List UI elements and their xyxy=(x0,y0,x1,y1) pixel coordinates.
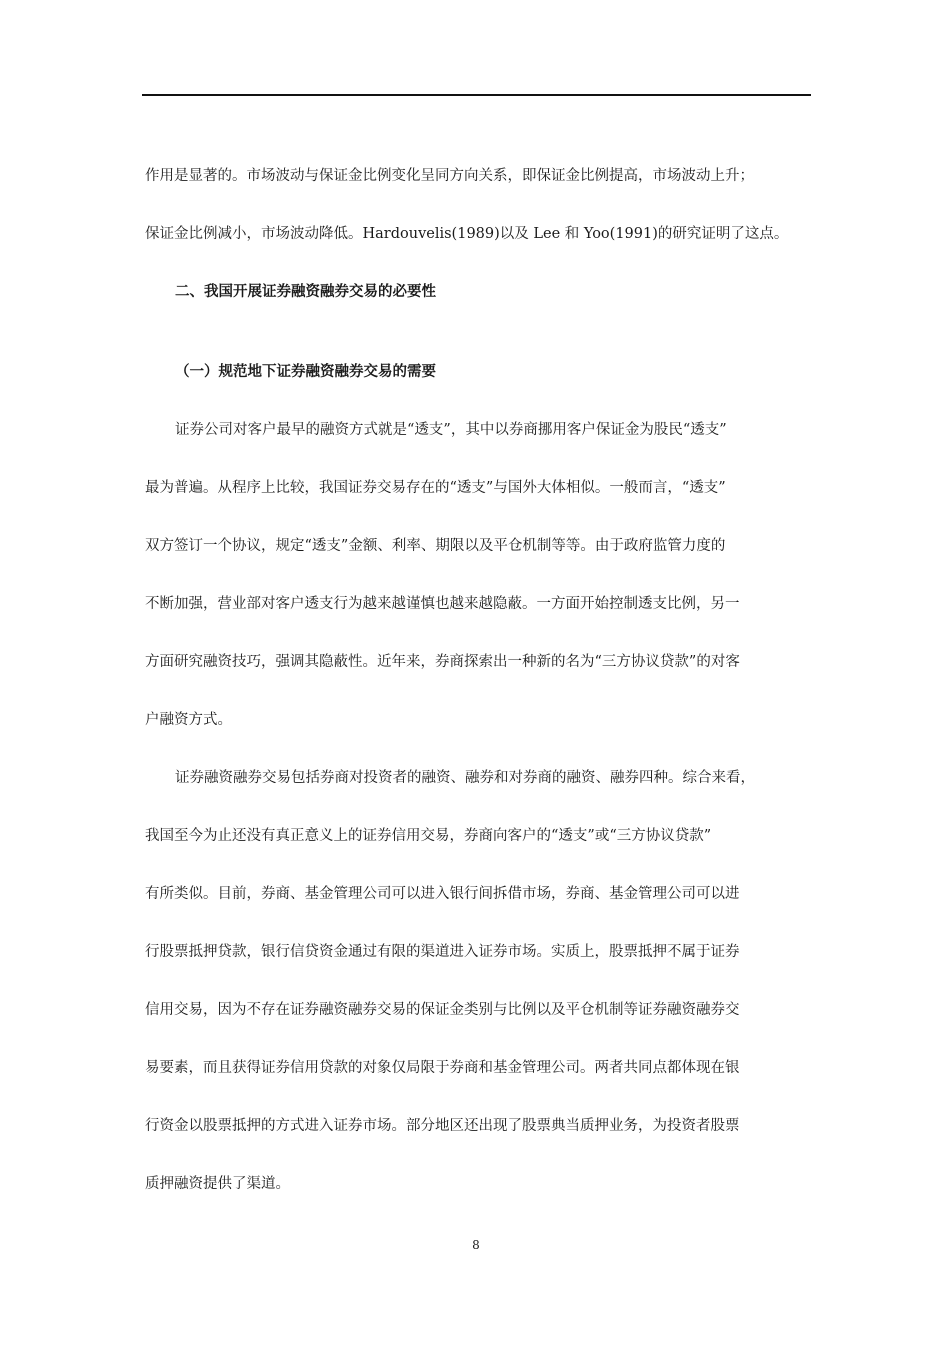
body-line: 作用是显著的。市场波动与保证金比例变化呈同方向关系，即保证金比例提高，市场波动上升； xyxy=(145,168,754,184)
body-line: 信用交易，因为不存在证券融资融券交易的保证金类别与比例以及平仓机制等证券融资融券交 xyxy=(145,1002,740,1018)
body-line: 方面研究融资技巧，强调其隐蔽性。近年来，券商探索出一种新的名为“三方协议贷款”的对客 xyxy=(145,654,740,670)
body-line: 行股票抵押贷款，银行信贷资金通过有限的渠道进入证券市场。实质上，股票抵押不属于证券 xyxy=(145,944,740,960)
body-line: 证券公司对客户最早的融资方式就是“透支”，其中以券商挪用客户保证金为股民“透支” xyxy=(175,422,727,438)
body-line: 保证金比例减小，市场波动降低。Hardouvelis(1989)以及 Lee 和 Yoo(1991)的研究证明了这点。 xyxy=(145,226,789,242)
body-line: 不断加强，营业部对客户透支行为越来越谨慎也越来越隐蔽。一方面开始控制透支比例，另一 xyxy=(145,596,740,612)
body-line: 户融资方式。 xyxy=(145,712,232,728)
body-line: 证券融资融券交易包括券商对投资者的融资、融券和对券商的融资、融券四种。综合来看， xyxy=(175,770,755,786)
body-line: 最为普遍。从程序上比较，我国证券交易存在的“透支”与国外大体相似。一般而言，“透支” xyxy=(145,480,726,496)
body-line: 我国至今为止还没有真正意义上的证券信用交易，券商向客户的“透支”或“三方协议贷款” xyxy=(145,828,712,844)
body-line: 行资金以股票抵押的方式进入证券市场。部分地区还出现了股票典当质押业务，为投资者股票 xyxy=(145,1118,740,1134)
header-rule xyxy=(142,94,811,96)
body-line: 有所类似。目前，券商、基金管理公司可以进入银行间拆借市场，券商、基金管理公司可以进 xyxy=(145,886,740,902)
body-line: 质押融资提供了渠道。 xyxy=(145,1176,290,1192)
page-body xyxy=(145,147,807,1213)
body-line: 易要素，而且获得证券信用贷款的对象仅局限于券商和基金管理公司。两者共同点都体现在银 xyxy=(145,1060,740,1076)
body-line: 双方签订一个协议，规定“透支”金额、利率、期限以及平仓机制等等。由于政府监管力度的 xyxy=(145,538,726,554)
subsection-heading: （一）规范地下证券融资融券交易的需要 xyxy=(175,363,436,380)
page-number: 8 xyxy=(472,1238,480,1252)
section-heading: 二、我国开展证券融资融券交易的必要性 xyxy=(175,283,436,300)
